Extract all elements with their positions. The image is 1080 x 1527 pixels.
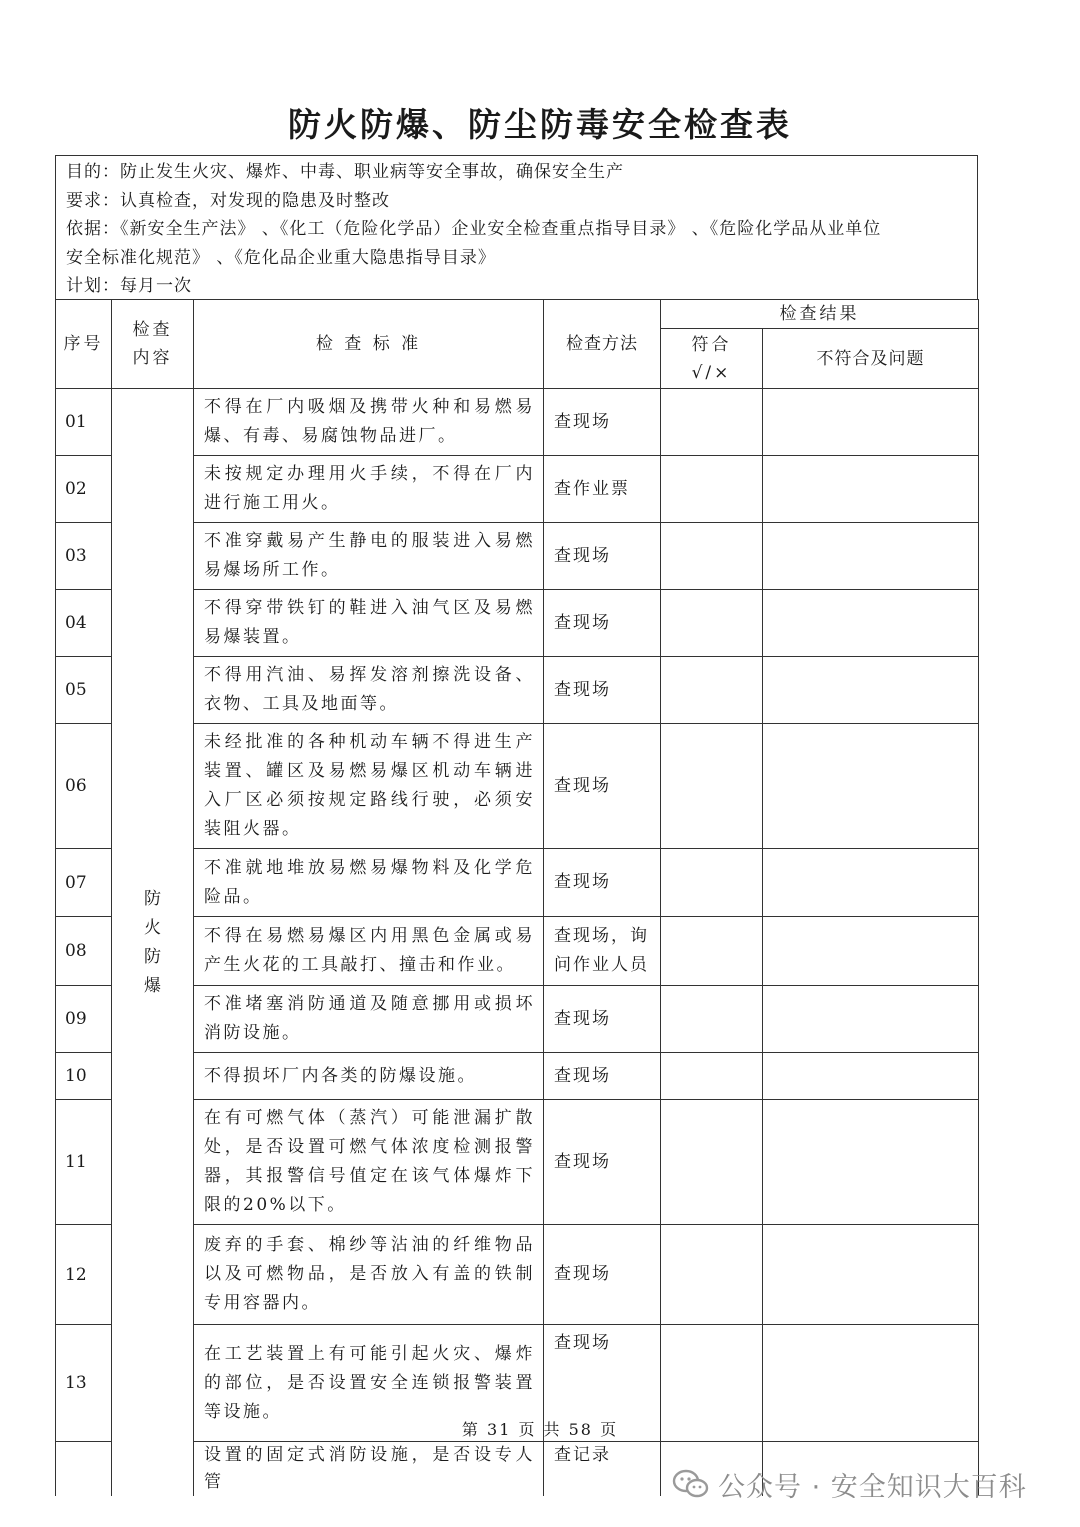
info-purpose: 目的：防止发生火灾、爆炸、中毒、职业病等安全事故，确保安全生产 [66,162,624,182]
row-number [56,1442,112,1497]
header-content [112,300,194,389]
check-standard: 不准堵塞消防通道及随意挪用或损坏消防设施。 [194,986,544,1053]
table-row [56,389,979,456]
row-number: 12 [56,1225,112,1325]
conform-cell[interactable] [661,917,763,986]
header-seq: 序号 [56,300,112,389]
info-basis-cont: 安全标准化规范》 、《危化品企业重大隐患指导目录》 [66,247,496,268]
row-number: 10 [56,1053,112,1100]
check-standard: 在工艺装置上有可能引起火灾、爆炸的部位，是否设置安全连锁报警装置等设施。 [194,1325,544,1442]
conform-cell[interactable] [661,1053,763,1100]
nonconform-cell[interactable] [763,917,979,986]
conform-cell[interactable] [661,986,763,1053]
header-method: 检查方法 [544,300,661,389]
nonconform-cell[interactable] [763,1053,979,1100]
info-block [55,155,978,299]
check-standard: 在有可燃气体（蒸汽）可能泄漏扩散处，是否设置可燃气体浓度检测报警器，其报警信号值定在该气体爆炸下限的20%以下。 [194,1100,544,1225]
header-conform [661,329,763,389]
row-number: 02 [56,456,112,523]
row-number: 05 [56,657,112,724]
check-standard: 不得穿带铁钉的鞋进入油气区及易燃易爆装置。 [194,590,544,657]
nonconform-cell[interactable] [763,523,979,590]
row-number: 13 [56,1325,112,1442]
header-conform-line1: 符合 [691,334,732,355]
category-char: 爆 [144,975,161,996]
check-method: 查现场 [544,724,661,849]
table-row [56,590,979,657]
table-row [56,986,979,1053]
check-standard: 未按规定办理用火手续，不得在厂内进行施工用火。 [194,456,544,523]
check-method: 查现场 [544,657,661,724]
info-basis: 依据：《新安全生产法》 、《化工（危险化学品）企业安全检查重点指导目录》 、《危险化学品从业单位 [66,219,882,239]
row-number: 07 [56,849,112,917]
check-method: 查现场 [544,849,661,917]
row-number: 06 [56,724,112,849]
check-standard: 不得在厂内吸烟及携带火种和易燃易爆、有毒、易腐蚀物品进厂。 [194,389,544,456]
check-standard: 未经批准的各种机动车辆不得进生产装置、罐区及易燃易爆区机动车辆进入厂区必须按规定路线行驶，必须安装阻火器。 [194,724,544,849]
check-standard: 设置的固定式消防设施，是否设专人管 [194,1442,544,1497]
check-standard: 不得用汽油、易挥发溶剂擦洗设备、衣物、工具及地面等。 [194,657,544,724]
conform-cell[interactable] [661,389,763,456]
header-nonconform: 不符合及问题 [763,329,979,389]
check-method: 查记录 [544,1442,661,1497]
nonconform-cell[interactable] [763,849,979,917]
nonconform-cell[interactable] [763,1225,979,1325]
document-title: 防火防爆、防尘防毒安全检查表 [288,105,792,144]
conform-cell[interactable] [661,724,763,849]
check-standard: 不得损坏厂内各类的防爆设施。 [194,1053,544,1100]
row-number: 11 [56,1100,112,1225]
watermark [672,1464,1027,1504]
conform-cell[interactable] [661,849,763,917]
check-method: 查现场 [544,1053,661,1100]
check-method: 查现场 [544,986,661,1053]
nonconform-cell[interactable] [763,590,979,657]
conform-cell[interactable] [661,657,763,724]
table-row [56,1225,979,1325]
conform-cell[interactable] [661,523,763,590]
nonconform-cell[interactable] [763,986,979,1053]
nonconform-cell[interactable] [763,389,979,456]
info-plan: 计划：每月一次 [66,276,192,296]
check-method: 查现场 [544,590,661,657]
nonconform-cell[interactable] [763,456,979,523]
category-cell [112,389,194,1497]
conform-cell[interactable] [661,456,763,523]
category-char: 防 [144,946,161,967]
category-char: 火 [144,917,161,938]
table-row [56,1100,979,1225]
table-row [56,849,979,917]
header-content-line1: 检查 [132,320,173,340]
check-method: 查现场 [544,1325,661,1442]
header-conform-line2: √/× [691,362,732,383]
conform-cell[interactable] [661,1100,763,1225]
conform-cell[interactable] [661,1225,763,1325]
wechat-icon [672,1469,710,1499]
watermark-text: 公众号 · 安全知识大百科 [718,1471,1027,1503]
table-row [56,917,979,986]
check-method: 查作业票 [544,456,661,523]
check-method: 查现场 [544,1225,661,1325]
check-standard: 不准穿戴易产生静电的服装进入易燃易爆场所工作。 [194,523,544,590]
info-requirement: 要求：认真检查，对发现的隐患及时整改 [66,190,390,211]
table-row [56,657,979,724]
table-row [56,724,979,849]
page-footer: 第 31 页 共 58 页 [461,1420,619,1439]
nonconform-cell[interactable] [763,724,979,849]
check-method: 查现场 [544,1100,661,1225]
category-char: 防 [144,888,161,909]
header-result: 检查结果 [661,300,979,329]
header-content-line2: 内容 [132,348,173,368]
conform-cell[interactable] [661,590,763,657]
table-row [56,523,979,590]
check-standard: 不得在易燃易爆区内用黑色金属或易产生火花的工具敲打、撞击和作业。 [194,917,544,986]
header-standard: 检 查 标 准 [194,300,544,389]
row-number: 03 [56,523,112,590]
check-standard: 废弃的手套、棉纱等沾油的纤维物品以及可燃物品，是否放入有盖的铁制专用容器内。 [194,1225,544,1325]
checklist-table [55,299,979,1496]
nonconform-cell[interactable] [763,1100,979,1225]
check-method: 查现场，询问作业人员 [544,917,661,986]
row-number: 01 [56,389,112,456]
row-number: 04 [56,590,112,657]
check-method: 查现场 [544,523,661,590]
check-method: 查现场 [544,389,661,456]
row-number: 09 [56,986,112,1053]
table-row [56,1053,979,1100]
table-row [56,456,979,523]
nonconform-cell[interactable] [763,657,979,724]
check-standard: 不准就地堆放易燃易爆物料及化学危险品。 [194,849,544,917]
row-number: 08 [56,917,112,986]
